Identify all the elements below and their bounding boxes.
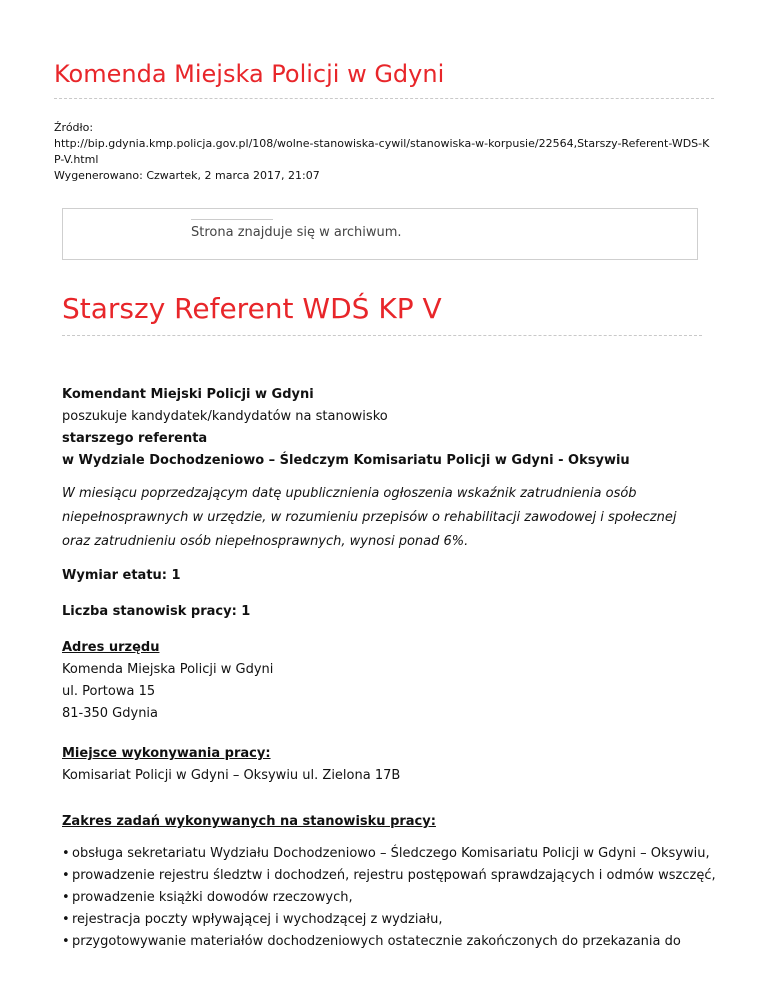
list-item — [62, 843, 710, 865]
list-item — [62, 931, 702, 953]
bullet-icon: • — [62, 912, 70, 927]
bullet-icon: • — [62, 868, 70, 883]
list-item — [62, 865, 716, 887]
site-title: Komenda Miejska Policji w Gdyni — [54, 60, 445, 88]
bullet-icon: • — [62, 890, 70, 905]
address-line: ul. Portowa 15 — [62, 684, 156, 699]
workplace-heading: Miejsce wykonywania pracy: — [62, 746, 271, 761]
task-text: obsługa sekretariatu Wydziału Dochodzeniowo – Śledczego Komisariatu Policji w Gdyni – Oksywiu, — [72, 846, 710, 861]
archive-notice-box — [62, 208, 698, 260]
bullet-icon: • — [62, 846, 70, 861]
generated-timestamp: Wygenerowano: Czwartek, 2 marca 2017, 21:07 — [54, 169, 320, 182]
header-divider — [54, 98, 714, 99]
task-text: rejestracja poczty wpływającej i wychodzącej z wydziału, — [72, 912, 443, 927]
bullet-icon: • — [62, 934, 70, 949]
address-heading: Adres urzędu — [62, 640, 160, 655]
list-item — [62, 909, 702, 931]
source-label: Źródło: — [54, 121, 94, 134]
print-meta — [54, 120, 714, 184]
intro-seeking: poszukuje kandydatek/kandydatów na stanowisko — [62, 409, 388, 424]
intro-department: w Wydziale Dochodzeniowo – Śledczym Komisariatu Policji w Gdyni - Oksywiu — [62, 453, 630, 468]
archive-divider — [191, 219, 273, 220]
task-text: przygotowywanie materiałów dochodzeniowych ostatecznie zakończonych do przekazania do — [72, 934, 681, 949]
intro-employer: Komendant Miejski Policji w Gdyni — [62, 387, 314, 402]
archive-notice: Strona znajduje się w archiwum. — [191, 225, 402, 240]
article-content — [62, 384, 716, 953]
tasks-list — [62, 843, 716, 953]
page-title: Starszy Referent WDŚ KP V — [62, 292, 442, 325]
workplace-value: Komisariat Policji w Gdyni – Oksywiu ul. Zielona 17B — [62, 768, 401, 783]
title-divider — [62, 335, 702, 336]
intro-position: starszego referenta — [62, 431, 208, 446]
address-line: 81-350 Gdynia — [62, 706, 159, 721]
positions-count: Liczba stanowisk pracy: 1 — [62, 604, 251, 619]
source-url[interactable]: http://bip.gdynia.kmp.policja.gov.pl/108/wolne-stanowiska-cywil/stanowiska-w-korpusie/22564,Starszy-Referent-WDS-KP-V.html — [54, 137, 710, 166]
disability-note: W miesiącu poprzedzającym datę upublicznienia ogłoszenia wskaźnik zatrudnienia osób niepełnosprawnych w urzędzie, w rozumieniu przepisów o rehabilitacji zawodowej i społecznej oraz zatrudnieniu osób niepełnosprawnych, wynosi ponad 6%. — [62, 486, 677, 549]
address-line: Komenda Miejska Policji w Gdyni — [62, 662, 274, 677]
etat: Wymiar etatu: 1 — [62, 568, 181, 583]
task-text: prowadzenie rejestru śledztw i dochodzeń, rejestru postępowań sprawdzających i odmów wszczęć, — [72, 868, 716, 883]
task-text: prowadzenie książki dowodów rzeczowych, — [72, 890, 353, 905]
tasks-heading: Zakres zadań wykonywanych na stanowisku pracy: — [62, 814, 436, 829]
list-item — [62, 887, 702, 909]
